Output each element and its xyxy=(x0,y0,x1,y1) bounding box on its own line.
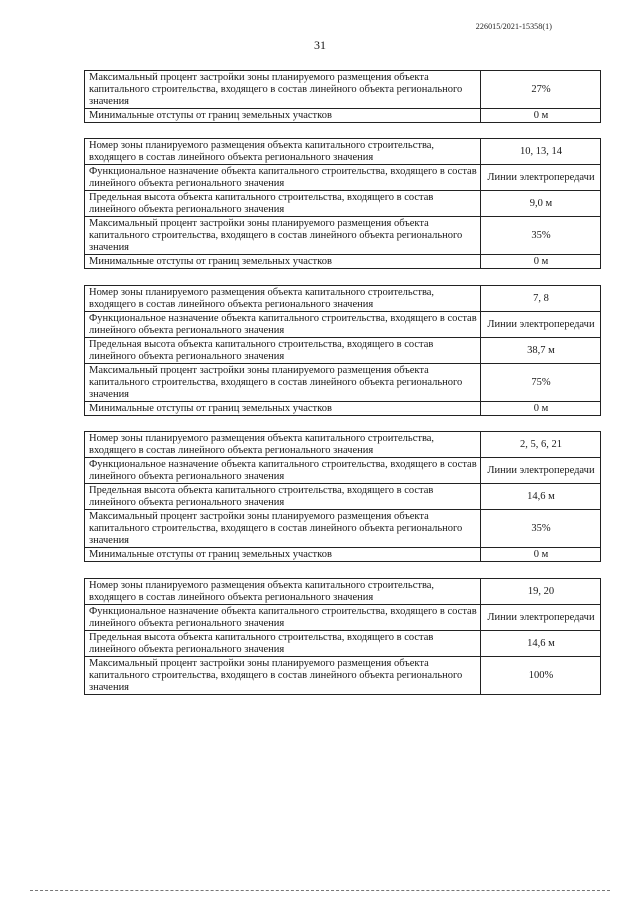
row-label: Максимальный процент застройки зоны планируемого размещения объекта капитального строительства, входящего в состав линейного объекта регионального значения xyxy=(85,657,481,695)
row-value: 75% xyxy=(481,364,601,402)
row-value: 0 м xyxy=(481,109,601,123)
row-value: 14,6 м xyxy=(481,484,601,510)
row-value: 10, 13, 14 xyxy=(481,139,601,165)
row-label: Предельная высота объекта капитального строительства, входящего в состав линейного объекта регионального значения xyxy=(85,484,481,510)
row-label: Максимальный процент застройки зоны планируемого размещения объекта капитального строительства, входящего в состав линейного объекта регионального значения xyxy=(85,71,481,109)
row-label: Номер зоны планируемого размещения объекта капитального строительства, входящего в состав линейного объекта регионального значения xyxy=(85,579,481,605)
row-label: Максимальный процент застройки зоны планируемого размещения объекта капитального строительства, входящего в состав линейного объекта регионального значения xyxy=(85,217,481,255)
zone-table-5 xyxy=(84,578,601,695)
zone-table-4 xyxy=(84,431,601,562)
row-value: 2, 5, 6, 21 xyxy=(481,432,601,458)
row-value: 0 м xyxy=(481,402,601,416)
row-label: Номер зоны планируемого размещения объекта капитального строительства, входящего в состав линейного объекта регионального значения xyxy=(85,139,481,165)
row-value: 35% xyxy=(481,510,601,548)
row-label: Максимальный процент застройки зоны планируемого размещения объекта капитального строительства, входящего в состав линейного объекта регионального значения xyxy=(85,510,481,548)
table-row xyxy=(85,605,601,631)
row-value: 19, 20 xyxy=(481,579,601,605)
row-label: Предельная высота объекта капитального строительства, входящего в состав линейного объекта регионального значения xyxy=(85,191,481,217)
row-value: 14,6 м xyxy=(481,631,601,657)
table-row xyxy=(85,657,601,695)
row-value: 27% xyxy=(481,71,601,109)
zone-table-1 xyxy=(84,70,601,123)
table-row xyxy=(85,510,601,548)
table-row xyxy=(85,191,601,217)
row-label: Предельная высота объекта капитального строительства, входящего в состав линейного объекта регионального значения xyxy=(85,338,481,364)
row-value: 7, 8 xyxy=(481,286,601,312)
row-label: Номер зоны планируемого размещения объекта капитального строительства, входящего в состав линейного объекта регионального значения xyxy=(85,432,481,458)
row-value: 38,7 м xyxy=(481,338,601,364)
table-row xyxy=(85,217,601,255)
table-row xyxy=(85,631,601,657)
row-label: Минимальные отступы от границ земельных участков xyxy=(85,109,481,123)
table-row xyxy=(85,71,601,109)
table-row xyxy=(85,458,601,484)
row-label: Предельная высота объекта капитального строительства, входящего в состав линейного объекта регионального значения xyxy=(85,631,481,657)
row-label: Функциональное назначение объекта капитального строительства, входящего в состав линейного объекта регионального значения xyxy=(85,458,481,484)
table-row xyxy=(85,338,601,364)
table-row xyxy=(85,286,601,312)
row-value: Линии электропередачи xyxy=(481,605,601,631)
zone-table-3 xyxy=(84,285,601,416)
row-value: 9,0 м xyxy=(481,191,601,217)
zone-table-2 xyxy=(84,138,601,269)
row-label: Функциональное назначение объекта капитального строительства, входящего в состав линейного объекта регионального значения xyxy=(85,312,481,338)
row-label: Функциональное назначение объекта капитального строительства, входящего в состав линейного объекта регионального значения xyxy=(85,165,481,191)
table-row xyxy=(85,109,601,123)
table-row xyxy=(85,139,601,165)
table-row xyxy=(85,579,601,605)
table-row xyxy=(85,432,601,458)
document-code: 226015/2021-15358(1) xyxy=(475,22,552,31)
row-value: Линии электропередачи xyxy=(481,312,601,338)
table-row xyxy=(85,312,601,338)
table-row xyxy=(85,548,601,562)
row-label: Минимальные отступы от границ земельных участков xyxy=(85,255,481,269)
table-row xyxy=(85,484,601,510)
table-row xyxy=(85,402,601,416)
table-row xyxy=(85,255,601,269)
row-value: 0 м xyxy=(481,548,601,562)
table-row xyxy=(85,165,601,191)
table-row xyxy=(85,364,601,402)
row-label: Максимальный процент застройки зоны планируемого размещения объекта капитального строительства, входящего в состав линейного объекта регионального значения xyxy=(85,364,481,402)
footer-divider xyxy=(30,890,610,891)
row-value: 35% xyxy=(481,217,601,255)
row-label: Функциональное назначение объекта капитального строительства, входящего в состав линейного объекта регионального значения xyxy=(85,605,481,631)
row-label: Номер зоны планируемого размещения объекта капитального строительства, входящего в состав линейного объекта регионального значения xyxy=(85,286,481,312)
page-number: 31 xyxy=(314,38,326,52)
row-label: Минимальные отступы от границ земельных участков xyxy=(85,548,481,562)
parameters-tables xyxy=(84,70,598,695)
row-value: 0 м xyxy=(481,255,601,269)
row-value: Линии электропередачи xyxy=(481,165,601,191)
row-label: Минимальные отступы от границ земельных участков xyxy=(85,402,481,416)
row-value: Линии электропередачи xyxy=(481,458,601,484)
row-value: 100% xyxy=(481,657,601,695)
